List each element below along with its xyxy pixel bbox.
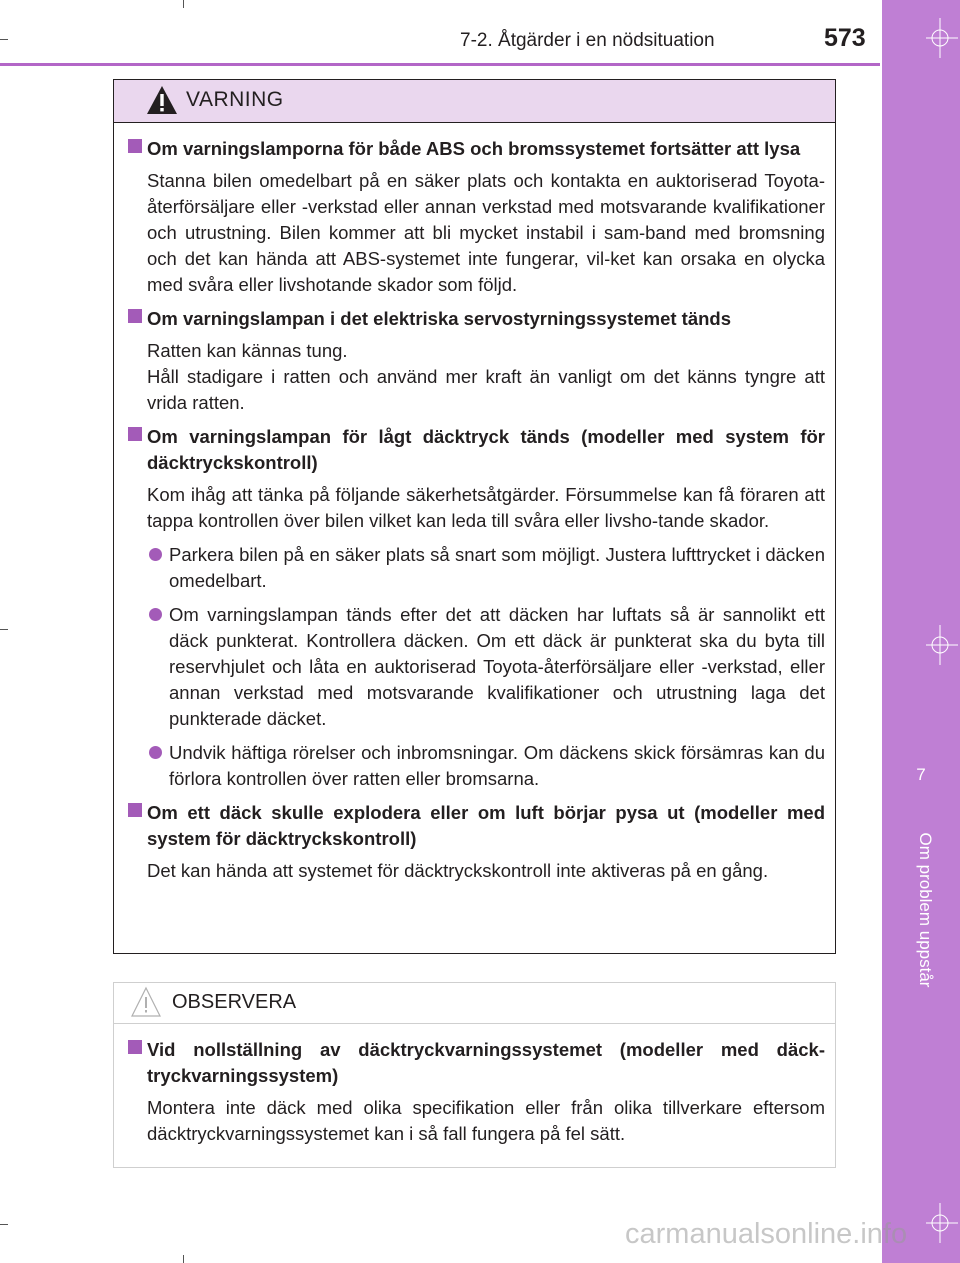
bullet-text: Undvik häftiga rörelser och inbromsningar. Om däckens skick försämras kan du förlora kontrollen över ratten eller bromsarna. [169, 742, 825, 789]
crop-mark [0, 629, 8, 630]
warning-triangle-icon [146, 85, 178, 115]
item-body: Det kan hända att systemet för däcktryckskontroll inte aktiveras på en gång. [147, 860, 769, 881]
square-bullet-icon [128, 309, 142, 323]
crop-mark [183, 1255, 184, 1263]
round-bullet-icon [149, 608, 162, 621]
warning-box [113, 79, 836, 954]
header-rule [0, 63, 880, 66]
registration-mark-icon [918, 18, 958, 58]
square-bullet-icon [128, 139, 142, 153]
section-title: 7-2. Åtgärder i en nödsituation [460, 30, 715, 51]
notice-box [113, 982, 836, 1168]
warning-item [128, 800, 825, 884]
page-number: 573 [824, 24, 866, 52]
square-bullet-icon [128, 803, 142, 817]
item-title: Vid nollställning av däcktryckvarningssystemet (modeller med däck-tryckvarningssystem) [147, 1039, 825, 1086]
notice-title: OBSERVERA [172, 991, 297, 1013]
item-title: Om varningslamporna för både ABS och bromssystemet fortsätter att lysa [147, 138, 801, 159]
warning-item [128, 424, 825, 792]
item-body-line: Ratten kan kännas tung. [147, 340, 348, 361]
bullet-item [128, 602, 825, 732]
bullet-item [128, 740, 825, 792]
watermark: carmanualsonline.info [625, 1218, 908, 1250]
caution-triangle-icon [130, 986, 162, 1018]
crop-mark [0, 39, 8, 40]
registration-mark-icon [918, 625, 958, 665]
item-body: Stanna bilen omedelbart på en säker plats och kontakta en auktoriserad Toyota-återförsäljare eller -verkstad eller annan verkstad med motsvarande kvalifikationer och utrustning. Bilen kommer att bli mycket instabil i sam-band med bromsning och det kan hända att ABS-systemet inte fungerar, vil-ket kan orsaka en olycka med svåra eller livshotande skador som följd. [147, 170, 825, 295]
warning-item [128, 136, 825, 298]
notice-item [128, 1037, 825, 1147]
bullet-text: Om varningslampan tänds efter det att däcken har luftats så är sannolikt ett däck punkterat. Kontrollera däcken. Om ett däck är punkterat ska du byta till reservhjulet och låta en auktoriserad Toyota-återförsäljare eller -verkstad, eller annan verkstad med motsvarande kvalifikationer och utrustning laga det punkterade däcket. [169, 604, 825, 729]
item-body: Montera inte däck med olika specifikation eller från olika tillverkare eftersom däcktryckvarningssystemet kan i så fall fungera på fel sätt. [147, 1097, 825, 1144]
warning-header [114, 80, 835, 123]
item-body-line: Håll stadigare i ratten och använd mer kraft än vanligt om det känns tyngre att vrida ratten. [147, 366, 825, 413]
bullet-text: Parkera bilen på en säker plats så snart som möjligt. Justera lufttrycket i däcken omedelbart. [169, 544, 825, 591]
chapter-title-vertical [906, 830, 936, 1000]
square-bullet-icon [128, 1040, 142, 1054]
warning-item [128, 306, 825, 416]
crop-mark [0, 1224, 8, 1225]
square-bullet-icon [128, 427, 142, 441]
item-body: Kom ihåg att tänka på följande säkerhetsåtgärder. Försummelse kan få föraren att tappa kontrollen över bilen vilket kan leda till svåra eller livsho-tande skador. [147, 484, 825, 531]
item-title: Om varningslampan för lågt däcktryck tänds (modeller med system för däcktryckskontroll) [147, 426, 825, 473]
round-bullet-icon [149, 746, 162, 759]
crop-mark [183, 0, 184, 8]
round-bullet-icon [149, 548, 162, 561]
warning-title: VARNING [186, 88, 284, 111]
chapter-title: Om problem uppstår [916, 832, 935, 988]
item-body [128, 338, 825, 416]
item-title: Om ett däck skulle explodera eller om luft börjar pysa ut (modeller med system för däcktryckskontroll) [147, 802, 825, 849]
bullet-item [128, 542, 825, 594]
chapter-side-tab [882, 0, 960, 1263]
chapter-number: 7 [916, 765, 926, 784]
bullet-list [128, 542, 825, 792]
item-title: Om varningslampan i det elektriska servostyrningssystemet tänds [147, 308, 732, 329]
registration-mark-icon [918, 1203, 958, 1243]
notice-header [114, 983, 835, 1024]
